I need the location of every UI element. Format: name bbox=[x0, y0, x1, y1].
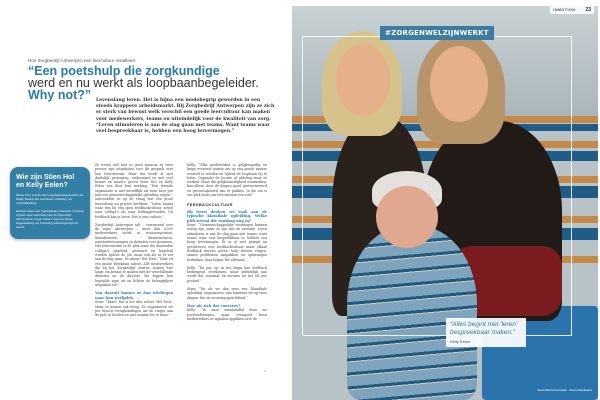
photo-credit: Tekst Martina Overstadt · Foto's Filip Bolans bbox=[537, 388, 592, 392]
headline-line-2: werd en nu werkt als loopbaanbegeleider. bbox=[28, 76, 259, 90]
continue-arrow-icon: » bbox=[264, 368, 267, 373]
paragraph: Kelly: “Elke medewerker is gelijkwaardig en krijgt evenveel ruimte om op een goede manier eenheid te worden en tijdens de loopbaan bij te leren. Ongeacht de locatie of afdeling waar ze werken. Maar die gelijkwaardigheid waarmaken, kan alleen door de dingen goed gestructureerd en gecentraliseerd aan te pakken. In die zin is ons plek zoals ons leercentrum een roef.” bbox=[187, 163, 267, 198]
paragraph: Stien: “Exact. Dat is het idee achter 'Het Nest'. Maar ze komen ook terug. Zo organiseren we per functie terugkomdagen om de vinger aan de pols te houden en niet zomaar los te laten.” bbox=[95, 300, 173, 318]
paragraph: Stien: “En als we dan eens een 'klassikale opleiding' organiseren, dan hameren we op twee dingen: fun en ervaringsgerichtheid.” bbox=[187, 287, 267, 300]
profile-box-text-1: Stien Hol werkt als loopbaanbegeleider en Kelly Eelen als adviseur training en ontwikkeling. bbox=[16, 193, 84, 206]
body-column-2 bbox=[187, 163, 267, 325]
profile-box-text-2: Samen met een twintigtal collega's vormen zij het leercentrum van Zorgbedrijf Antwerpen waar alles rond vorming, begeleiding en training samengebracht werd. bbox=[16, 208, 84, 230]
section-heading: FEEDBACKCULTUUR bbox=[187, 202, 233, 208]
paragraph: Zorgbedrijf Antwerpen telt – verrassend over de regio Antwerpen – meer dan 4.000 medewerkers actief in woonzorgcentra, thuisdiensten, dienstencentra, assistentiewoningen en diensten voor gezinnen. Het leercentrum is de plek waar die duizenden collega's opgeleid, gestuurd en begeleid worden tijdens de job, maar ook als ze er net aan de slag gaan. De naam? Het Nest. “Daar zit een mooie betekenis achter. Alle medewerkers die bij het Zorgbedrijf starten, komen hier langs om kennis te maken met de verschillende diensten en de directie. We leggen hen bepaalde apps uit en lichten de belangrijkste afspraken toe.” bbox=[95, 222, 173, 288]
body-column-1 bbox=[95, 163, 173, 322]
paragraph: Stien: “Gemeenschappelijke vormingen kunnen nuttig zijn, maar ze zijn niet de essentie. Leren stimuleren is aan de slag gaan met teams, want teams waar veel bespreekbaar is, hebben een hoog lervermogen. Er is al veel gezegd en geschreven over feedbackcultuur, maar elkaar feedback durven geven, hulp durven vragen, samen problemen aanpakken en oplossingen bedenken: daar begint het allemaal.” bbox=[187, 223, 267, 262]
interview-question: Van daaruit komen ze dan uitvliegen naar hun werkplek. bbox=[95, 291, 173, 300]
paragraph: Kelly: “En pas op: in het begin kan feedback bedreigend overkomen, maar geleidelijk aan wordt dat 'normaal' en ervaren we het als iets positief.” bbox=[187, 265, 267, 283]
profile-box-title: Wie zijn Stien Hol en Kelly Eelen? bbox=[16, 174, 75, 189]
page-number: 23 bbox=[585, 7, 591, 13]
article-intro: Levenslang leren. Het is bijna een modebegrip geworden in een steeds krappere arbeidsmarkt. Bij Zorgbedrijf Antwerpen zijn ze zich er sterk van bewust welk verschil een goede leercultuur kan maken voor medewerkers, teams en uiteindelijk voor de kwaliteit van zorg. “Leren stimuleren is aan de slag gaan met teams. Want teams waar veel bespreekbaar is, hebben een hoog lervermogen.” bbox=[96, 98, 275, 135]
page-header bbox=[550, 6, 594, 14]
paragraph: Kelly: “In onze simulatieflat doen we poetsoefeningen, maar evengoed leren medewerkers er signalen oppikken over de bbox=[187, 308, 267, 322]
interview-question: Hoe uit zich dat concreet? bbox=[187, 303, 241, 308]
pull-quote-text: “Alles begint met 'leren' bespreekbaar maken.” bbox=[450, 321, 518, 336]
pull-quote-author: Kelly Eelen bbox=[450, 339, 471, 344]
portrait-photo bbox=[292, 6, 598, 400]
headline-line-1: “Een poetshulp die zorgkundige bbox=[28, 64, 220, 78]
article-headline bbox=[28, 65, 288, 101]
interview-question: Bij leren denken we vaak aan de typische klassikale opleiding. Welke plek neemt die vandaag nog in? bbox=[187, 209, 267, 223]
article-kicker: Hoe Zorgbedrijf Antwerpen een leercultuur installeert bbox=[28, 58, 136, 63]
left-page bbox=[0, 0, 290, 400]
pull-quote bbox=[446, 318, 526, 347]
paragraph: Ze weten zelf niet zo goed waarom zij twee precies zijn uitgekozen voor dit gesprek over hun leercentrum. Maar dat wordt al snel duidelijk: prosagreg, enthousiast en met veel kennis en nuance geven Stien Hol en Kelly Eelen een door hun werking. “Een lerende organisatie is niet betrefflijk als twee keer per jaar een gemeenschappelijke opleiding volgen”, antwoorden ze op de vraag wat een grote leercultuur nu precies betekent. “Leren begint waar een bij een open feedbackcultuur, zowel naar collega's als naar leidinggevenden. Uit feedback kan je leren. Het is een cadeau.” bbox=[95, 163, 173, 219]
magazine-name: INMOTION bbox=[553, 8, 576, 12]
profile-box bbox=[10, 167, 90, 239]
headline-line-3: Why not?” bbox=[28, 88, 92, 102]
photo-frame-line bbox=[302, 36, 572, 336]
hashtag-label: #ZORGENWELZIJNWERKT bbox=[380, 26, 494, 40]
